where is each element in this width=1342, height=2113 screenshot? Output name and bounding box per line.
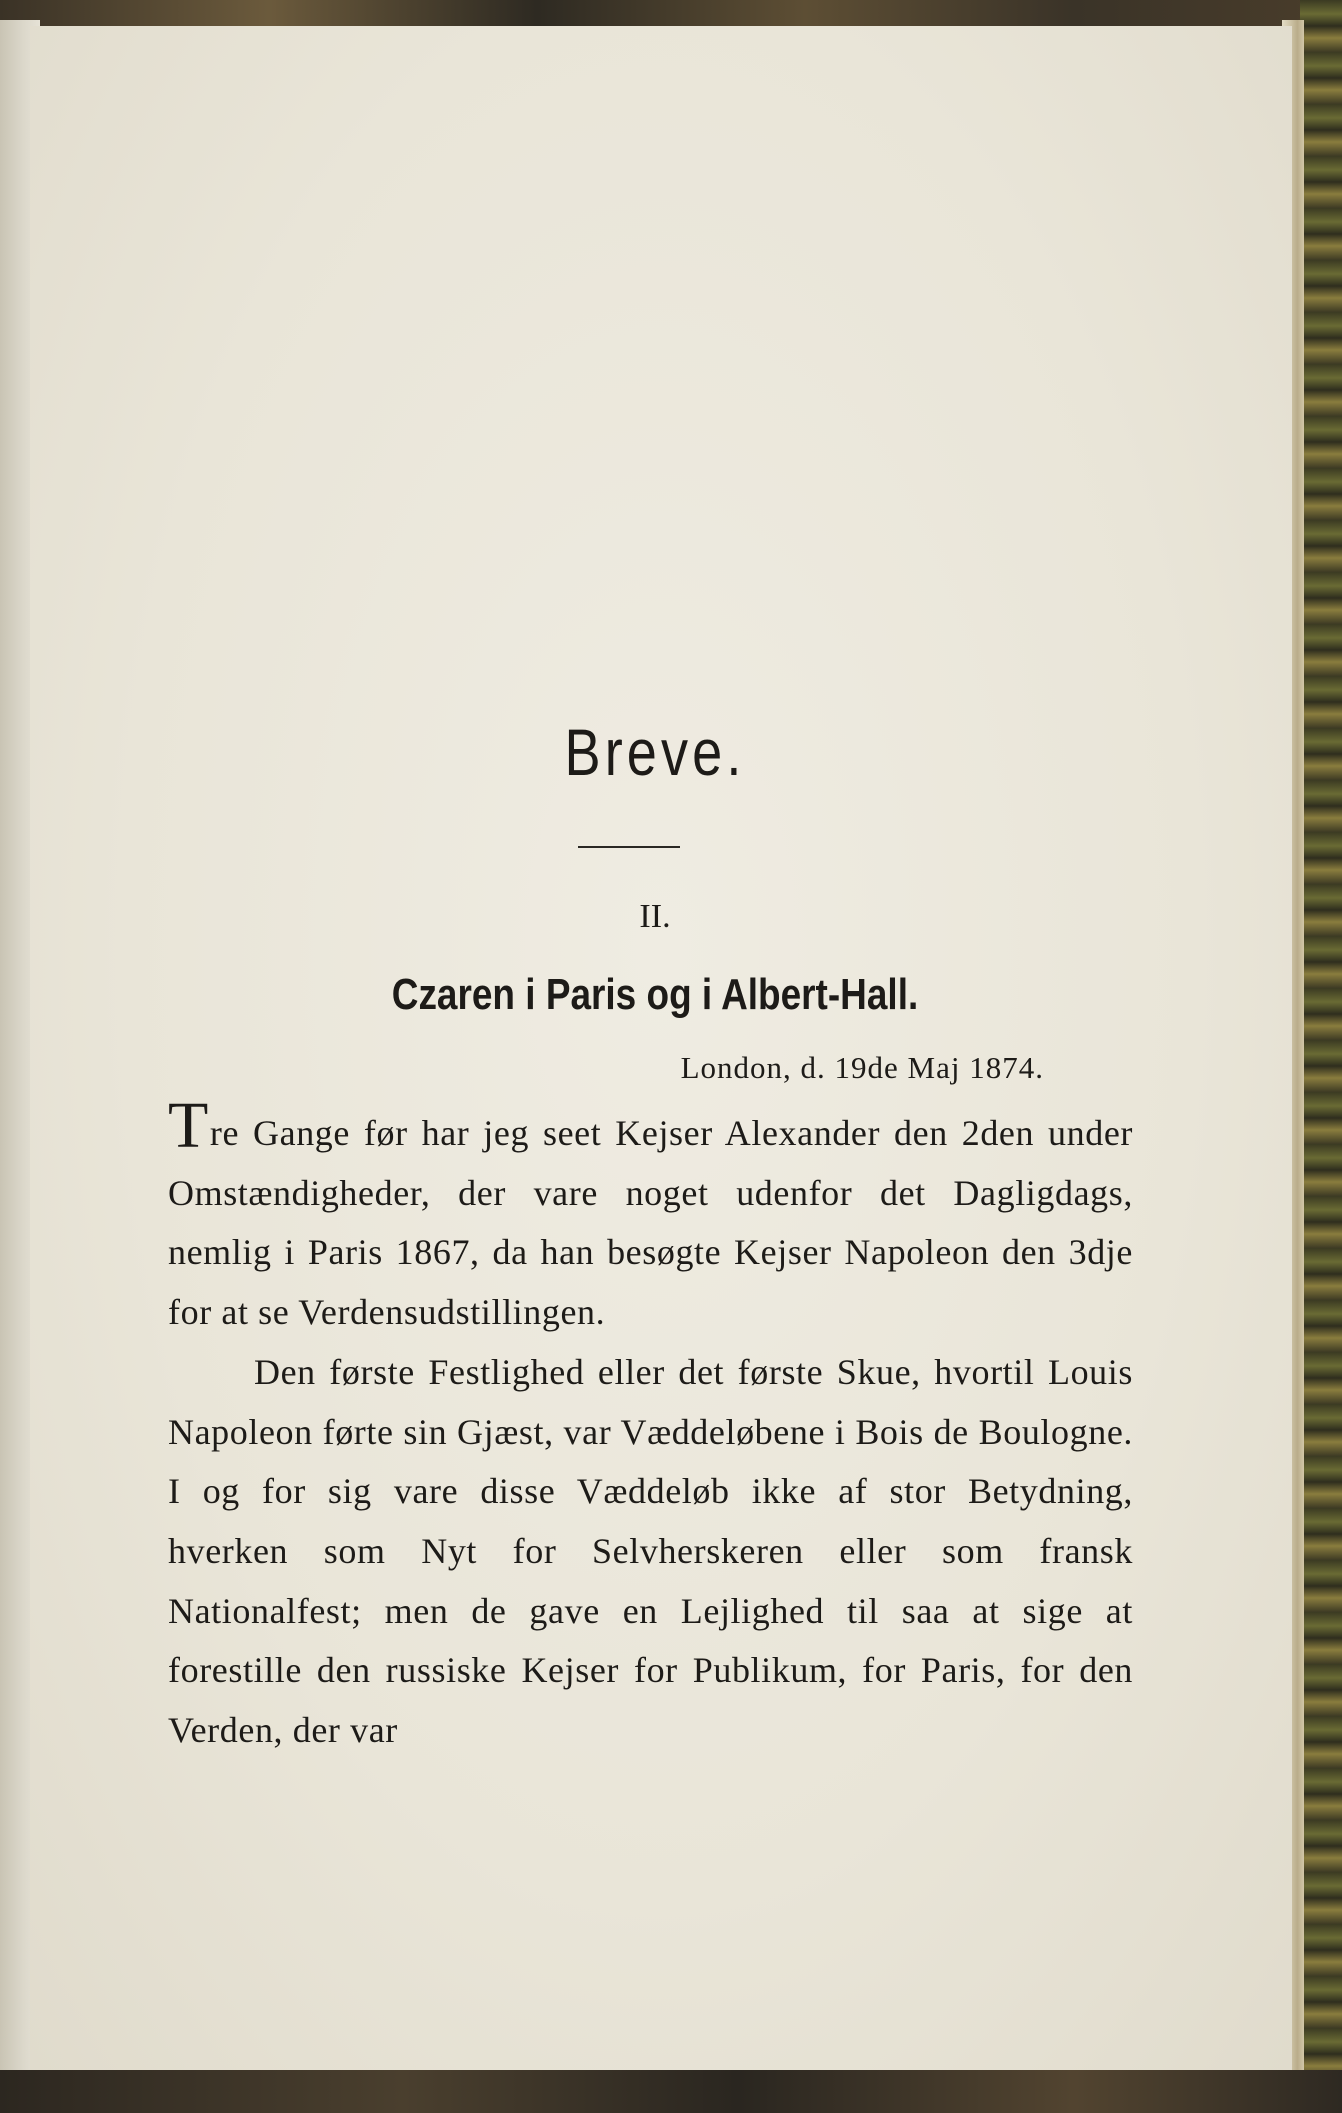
book-binding (1300, 0, 1342, 2113)
paragraph: Den første Festlighed eller det første Skue, hvortil Louis Napoleon førte sin Gjæst, var Væddeløbene i Bois de Boulogne. I og for sig vare disse Væddeløb ikke af stor Betydning, hverken som Nyt for Selvherskeren eller som fransk Nationalfest; men de gave en Lejlighed til saa at sige at forestille den russiske Kejser for Publikum, for Paris, for den Verden, der var (168, 1351, 1133, 1751)
drop-cap: T (168, 1089, 209, 1162)
paragraph-text: re Gange før har jeg seet Kejser Alexander den 2den under Omstændigheder, der vare noget udenfor det Dagligdags, nemlig i Paris 1867, da han besøgte Kejser Napoleon den 3dje for at se Verdensudstillingen. (168, 1113, 1133, 1333)
dateline: London, d. 19de Maj 1874. (680, 1050, 1044, 1085)
chapter-numeral: II. (639, 898, 671, 935)
chapter-title: Czaren i Paris og i Albert-Hall. (391, 970, 919, 1019)
book-bottom-edge (0, 2070, 1342, 2113)
title-divider (578, 846, 680, 848)
page-title: Breve. (564, 715, 746, 789)
paragraph (168, 1089, 1133, 1343)
book-page (30, 26, 1292, 2070)
body-text (168, 1089, 1133, 1761)
